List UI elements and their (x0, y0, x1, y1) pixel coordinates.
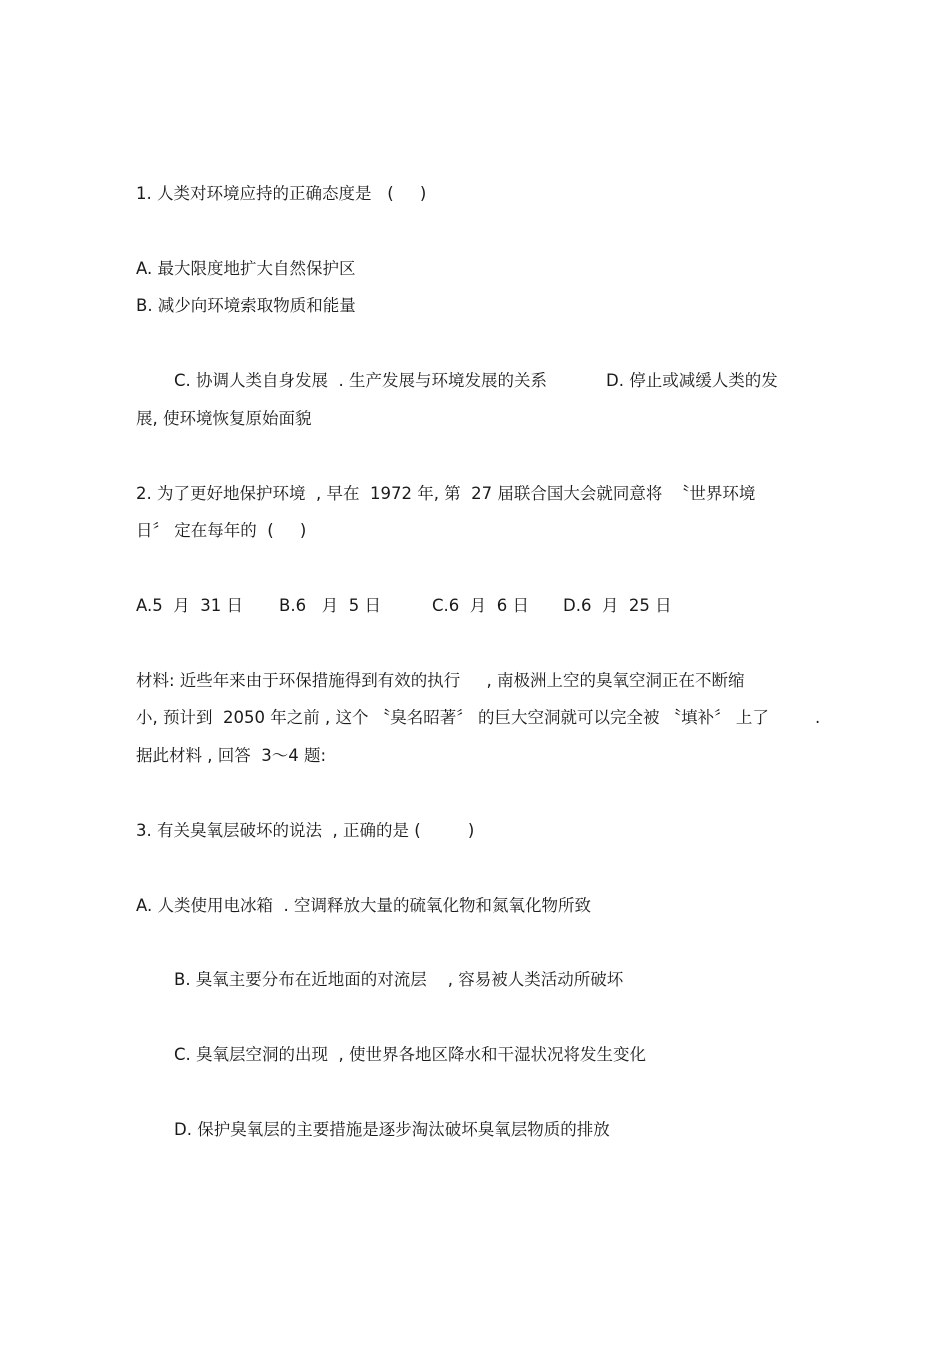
question-3-option-b: B. 臭氧主要分布在近地面的对流层 , 容易被人类活动所破坏 (174, 970, 624, 989)
question-2-stem-line1: 2. 为了更好地保护环境 , 早在 1972 年, 第 27 届联合国大会就同意将 〝世界环境 (136, 484, 756, 503)
question-2-option-a: A.5 月 31 日 (136, 596, 243, 615)
material-line1: 材料: 近些年来由于环保措施得到有效的执行 , 南极洲上空的臭氧空洞正在不断缩 (136, 671, 745, 690)
question-3-option-a: A. 人类使用电冰箱 . 空调释放大量的硫氧化物和氮氧化物所致 (136, 896, 591, 915)
material-line2: 小, 预计到 2050 年之前 , 这个 〝臭名昭著〞 的巨大空洞就可以完全被 〝填补〞 上了 (136, 708, 769, 727)
question-2-option-b: B.6 月 5 日 (279, 596, 382, 615)
question-2-option-d: D.6 月 25 日 (563, 596, 672, 615)
material-line3: 据此材料 , 回答 3～4 题: (136, 746, 327, 765)
question-1-option-b: B. 减少向环境索取物质和能量 (136, 296, 356, 315)
question-1-stem: 1. 人类对环境应持的正确态度是 ( ) (136, 184, 427, 203)
question-1-option-c: C. 协调人类自身发展 . 生产发展与环境发展的关系 (174, 371, 547, 390)
question-2-stem-line2: 日〞 定在每年的 ( ) (136, 521, 307, 540)
question-2-option-c: C.6 月 6 日 (432, 596, 529, 615)
question-3-stem: 3. 有关臭氧层破坏的说法 , 正确的是 ( ) (136, 821, 475, 840)
question-1-option-d-part2: 展, 使环境恢复原始面貌 (136, 409, 312, 428)
question-3-option-d: D. 保护臭氧层的主要措施是逐步淘汰破坏臭氧层物质的排放 (174, 1120, 610, 1139)
material-line2-period: . (815, 708, 821, 727)
question-1-option-a: A. 最大限度地扩大自然保护区 (136, 259, 356, 278)
question-1-option-d-part1: D. 停止或减缓人类的发 (606, 371, 778, 390)
question-3-option-c: C. 臭氧层空洞的出现 , 使世界各地区降水和干湿状况将发生变化 (174, 1045, 646, 1064)
